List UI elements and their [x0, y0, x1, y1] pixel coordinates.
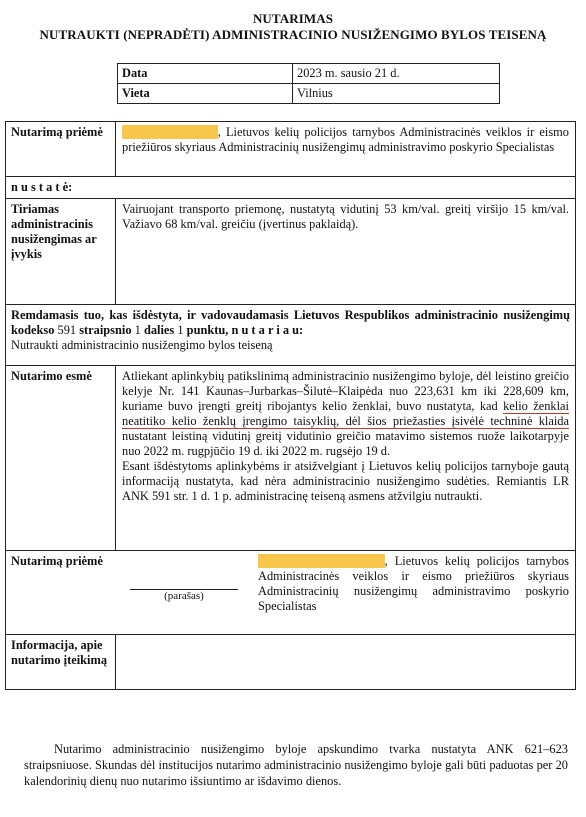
decision-bold-end: punktu, n u t a r i a u:	[186, 323, 304, 337]
event-label: Tiriamas administracinis nusižengimas ar įvykis	[6, 199, 116, 304]
place-value: Vilnius	[293, 84, 500, 104]
decision-part: 1	[134, 323, 141, 337]
essence-text-b: nustatant leistiną vidutinį greitį vidutinio greičio matavimo sistemos ruože laikotarpyje nuo 2022 m. rugpjūčio 19 d. iki 2022 m. rugsėjo 19 d.	[122, 429, 569, 458]
delivery-label: Informacija, apie nutarimo įteikimą	[6, 635, 116, 689]
decision-bold-mid2: dalies	[143, 323, 175, 337]
issuer-text: , Lietuvos kelių policijos tarnybos Administracinės veiklos ir eismo priežiūros skyriaus Administracinių nusižengimų administravimo poskyrio Specialistas	[122, 125, 569, 154]
place-row	[118, 84, 500, 104]
date-label: Data	[118, 64, 293, 84]
issuer2-value	[256, 551, 575, 634]
issuer-label: Nutarimą priėmė	[6, 122, 116, 176]
decision-bold-mid: straipsnio	[79, 323, 132, 337]
issuer2-label: Nutarimą priėmė	[11, 554, 103, 568]
place-label: Vieta	[118, 84, 293, 104]
date-value: 2023 m. sausio 21 d.	[293, 64, 500, 84]
decision-result: Nutraukti administracinio nusižengimo bylos teiseną	[11, 338, 273, 352]
delivery-value	[116, 635, 575, 689]
date-place-table	[117, 63, 500, 104]
essence-text-a: Atliekant aplinkybių patikslinimą administracinio nusižengimo byloje, dėl leistino greičio kelyje Nr. 141 Kaunas–Jurbarkas–Šilutė–Klaipėda nuo 223,631 km iki 228,609 km, kuriame buvo įrengti greitį ribojantys kelio ženklai, buvo nustatyta, kad	[122, 369, 569, 413]
essence-row	[6, 365, 575, 550]
main-table	[5, 121, 576, 690]
signature-caption: (parašas)	[164, 590, 204, 602]
delivery-row	[6, 634, 575, 689]
essence-value	[116, 366, 575, 550]
document-title: NUTARIMAS	[252, 11, 334, 26]
signature-block	[116, 551, 256, 634]
issuer-row	[6, 122, 575, 176]
issuer-value	[116, 122, 575, 176]
issuer2-row	[6, 550, 575, 634]
date-row	[118, 64, 500, 84]
nustate-row	[6, 176, 575, 198]
decision-block	[6, 305, 575, 365]
event-row	[6, 198, 575, 304]
footer-note: Nutarimo administracinio nusižengimo byloje apskundimo tvarka nustatyta ANK 621–623 straipsniuose. Skundas dėl institucijos nutarimo administracinio nusižengimo byloje gali būti paduotas per 20 kalendorinių dienų nuo nutarimo išsiuntimo ar išdavimo dienos.	[24, 742, 568, 788]
decision-article: 591	[57, 323, 77, 337]
event-text: Vairuojant transporto priemonę, nustatytą vidutinį 53 km/val. greitį viršijo 15 km/val. Važiavo 68 km/val. greičiu (įvertinus paklaidą).	[122, 202, 569, 231]
decision-point: 1	[177, 323, 184, 337]
issuer2-text: , Lietuvos kelių policijos tarnybos Administracinės veiklos ir eismo priežiūros skyriaus Administracinių nusižengimų administravimo poskyrio Specialistas	[258, 554, 569, 613]
redaction-highlight	[122, 125, 218, 139]
essence-label: Nutarimo esmė	[6, 366, 116, 550]
decision-row	[6, 304, 575, 365]
redaction-highlight-2	[258, 554, 385, 568]
document-subtitle: NUTRAUKTI (NEPRADĖTI) ADMINISTRACINIO NUSIŽENGIMO BYLOS TEISENĄ	[39, 27, 547, 42]
essence-paragraph-2: Esant išdėstytoms aplinkybėms ir atsižvelgiant į Lietuvos kelių policijos tarnyboje gautą informaciją nustatyta, kad nėra administracinio nusižengimo sudėties. Remiantis LR ANK 591 str. 1 d. 1 p. administracinę teiseną asmens atžvilgiu nutraukti.	[122, 459, 569, 503]
nustate-label: n u s t a t ė:	[11, 180, 73, 194]
decision-bold-text: Remdamasis tuo, kas išdėstyta, ir vadovaudamasis Lietuvos Respublikos administracinio nusižengimų kodekso	[11, 308, 570, 337]
essence-underlined-text: kelio ženklai neatitiko kelio ženklų įrengimo taisyklių, dėl šios priežasties įsivėlė techninė klaida	[122, 399, 569, 428]
